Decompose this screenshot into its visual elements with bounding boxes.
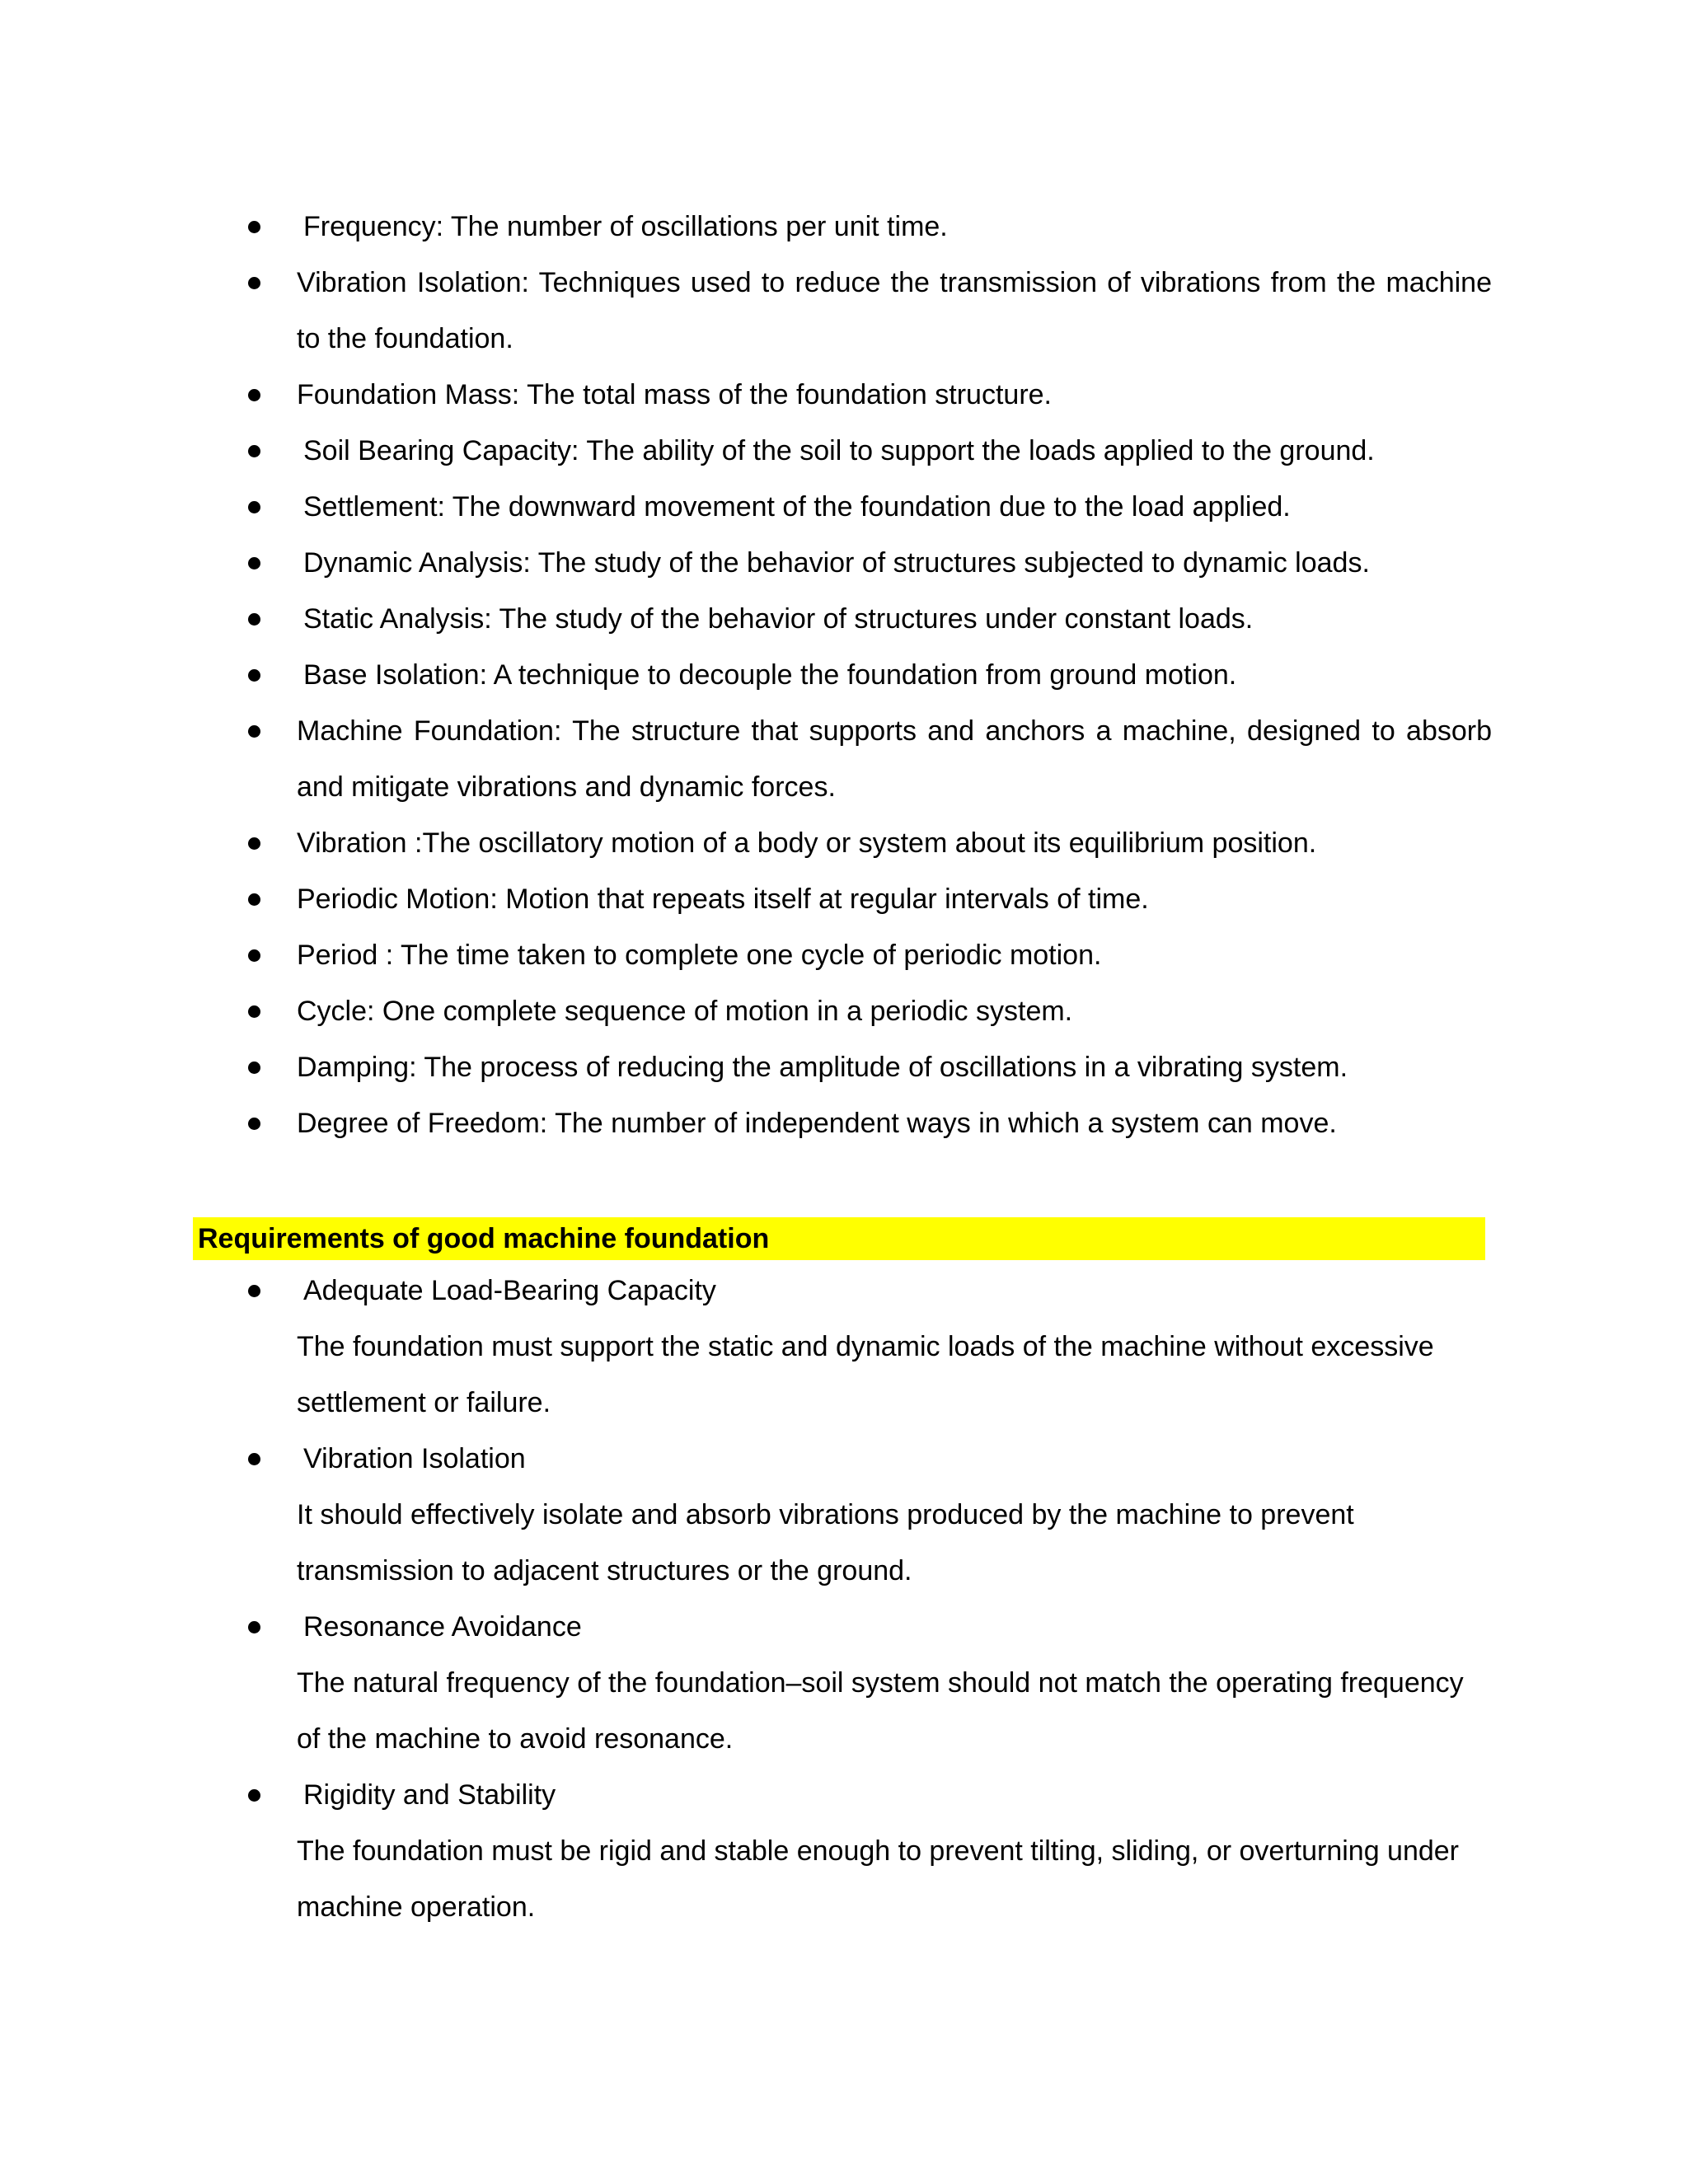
list-item: [0, 591, 1492, 647]
list-item: [0, 815, 1492, 871]
requirement-title: Vibration Isolation: [303, 1443, 526, 1474]
bullet-icon: [248, 557, 260, 569]
definition-text: Damping: The process of reducing the amplitude of oscillations in a vibrating system.: [297, 1052, 1348, 1083]
section-heading: Requirements of good machine foundation: [193, 1217, 1485, 1260]
requirements-list: [0, 1263, 1688, 1935]
list-item: [0, 647, 1492, 703]
definition-text: Degree of Freedom: The number of independent ways in which a system can move.: [297, 1108, 1337, 1139]
bullet-icon: [248, 221, 260, 233]
list-item: [0, 1263, 1492, 1431]
list-item: [0, 1767, 1492, 1935]
list-item: [0, 1095, 1492, 1151]
list-item: [0, 927, 1492, 983]
requirement-body: The natural frequency of the foundation–soil system should not match the operating frequency: [297, 1667, 1464, 1699]
requirement-body: transmission to adjacent structures or the ground.: [297, 1555, 912, 1586]
bullet-icon: [248, 893, 260, 906]
requirement-body: It should effectively isolate and absorb vibrations produced by the machine to prevent: [297, 1499, 1354, 1530]
list-item: [0, 199, 1492, 255]
bullet-icon: [248, 1285, 260, 1297]
bullet-icon: [248, 1062, 260, 1074]
bullet-icon: [248, 445, 260, 457]
bullet-icon: [248, 725, 260, 738]
requirement-body: The foundation must be rigid and stable enough to prevent tilting, sliding, or overturning under: [297, 1835, 1460, 1867]
list-item: [0, 983, 1492, 1039]
definition-text: Base Isolation: A technique to decouple the foundation from ground motion.: [303, 659, 1237, 691]
bullet-icon: [248, 389, 260, 401]
list-item: [0, 871, 1492, 927]
definition-text: Soil Bearing Capacity: The ability of the soil to support the loads applied to the ground.: [303, 435, 1375, 466]
list-item: [0, 423, 1492, 479]
definition-text: Period : The time taken to complete one cycle of periodic motion.: [297, 940, 1102, 971]
list-item: [0, 535, 1492, 591]
requirement-body: The foundation must support the static and dynamic loads of the machine without excessive: [297, 1331, 1434, 1362]
bullet-icon: [248, 1118, 260, 1130]
definitions-list: [0, 199, 1688, 1151]
bullet-icon: [248, 501, 260, 513]
definition-text: Frequency: The number of oscillations per unit time.: [303, 211, 948, 242]
definition-text: Periodic Motion: Motion that repeats itself at regular intervals of time.: [297, 883, 1149, 915]
definition-text: Vibration :The oscillatory motion of a body or system about its equilibrium position.: [297, 827, 1317, 859]
definition-text: Settlement: The downward movement of the foundation due to the load applied.: [303, 491, 1291, 523]
bullet-icon: [248, 277, 260, 289]
bullet-icon: [248, 837, 260, 850]
requirement-title: Rigidity and Stability: [303, 1779, 556, 1811]
list-item: [0, 1431, 1492, 1599]
requirement-title: Adequate Load-Bearing Capacity: [303, 1275, 716, 1306]
bullet-icon: [248, 1005, 260, 1018]
bullet-icon: [248, 669, 260, 682]
definition-text: Cycle: One complete sequence of motion in a periodic system.: [297, 996, 1073, 1027]
definition-text: Vibration Isolation: Techniques used to reduce the transmission of vibrations from the machine to the foundation.: [297, 267, 1492, 354]
list-item: [0, 1599, 1492, 1767]
bullet-icon: [248, 949, 260, 962]
requirement-body: of the machine to avoid resonance.: [297, 1723, 734, 1755]
list-item: [0, 1039, 1492, 1095]
definition-text: Static Analysis: The study of the behavior of structures under constant loads.: [303, 603, 1254, 635]
definition-text: Machine Foundation: The structure that supports and anchors a machine, designed to absorb and mitigate vibrations and dynamic forces.: [297, 715, 1492, 803]
definition-text: Dynamic Analysis: The study of the behavior of structures subjected to dynamic loads.: [303, 547, 1370, 579]
list-item: [0, 479, 1492, 535]
definition-text: Foundation Mass: The total mass of the foundation structure.: [297, 379, 1052, 410]
requirement-body: settlement or failure.: [297, 1387, 551, 1418]
list-item: [0, 703, 1492, 815]
list-item: [0, 367, 1492, 423]
list-item: [0, 255, 1492, 367]
bullet-icon: [248, 613, 260, 626]
bullet-icon: [248, 1453, 260, 1465]
bullet-icon: [248, 1789, 260, 1802]
requirement-body: machine operation.: [297, 1891, 536, 1923]
requirement-title: Resonance Avoidance: [303, 1611, 582, 1643]
bullet-icon: [248, 1621, 260, 1633]
